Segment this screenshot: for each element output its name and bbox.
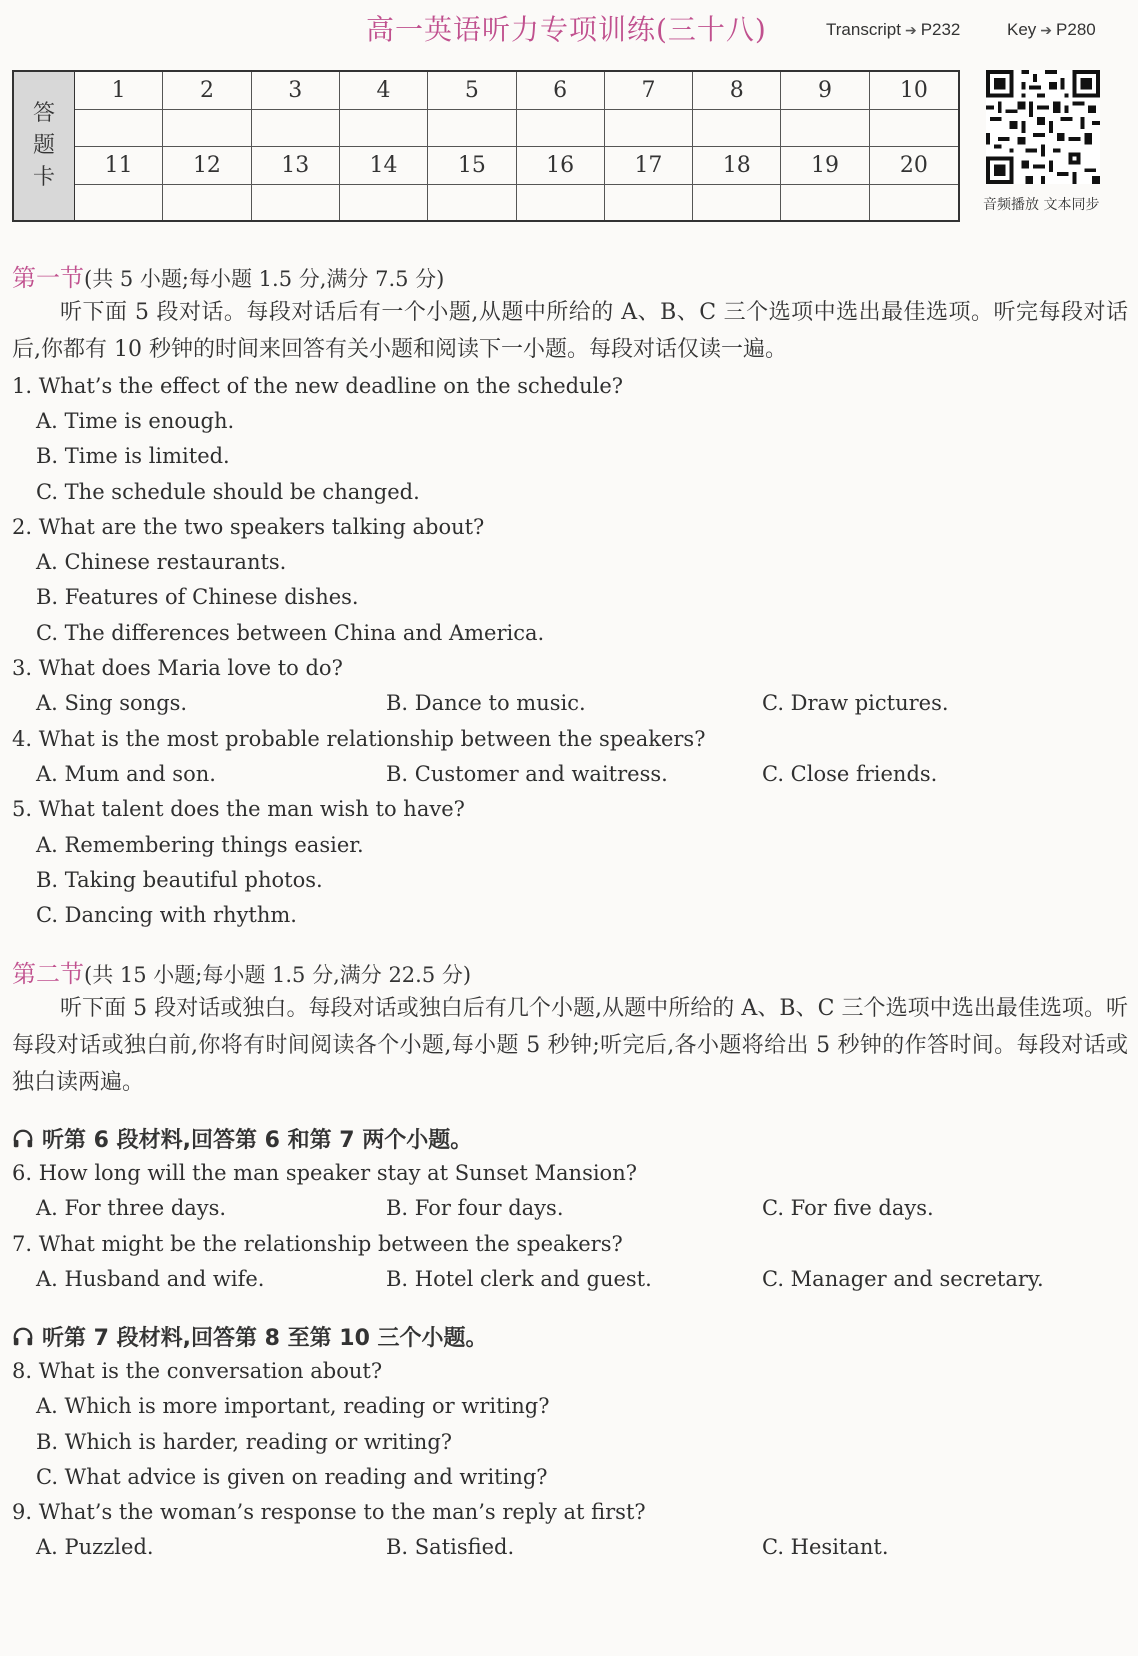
answer-box[interactable] bbox=[75, 185, 163, 220]
answer-box[interactable] bbox=[163, 110, 251, 147]
answer-box[interactable] bbox=[428, 110, 516, 147]
option-6a[interactable]: A. For three days. bbox=[36, 1196, 227, 1220]
answer-box[interactable] bbox=[605, 185, 693, 220]
answer-box[interactable] bbox=[517, 185, 605, 220]
card-number: 13 bbox=[252, 147, 340, 185]
answer-box[interactable] bbox=[428, 185, 516, 220]
transcript-label: Transcript bbox=[826, 20, 901, 39]
question-4: 4. What is the most probable relationship between the speakers? bbox=[12, 727, 706, 751]
option-3c[interactable]: C. Draw pictures. bbox=[762, 691, 949, 715]
answer-box[interactable] bbox=[605, 110, 693, 147]
material-7-header bbox=[12, 1321, 488, 1352]
section2-title: 第二节 bbox=[12, 960, 84, 988]
option-5c[interactable]: C. Dancing with rhythm. bbox=[36, 903, 297, 927]
answer-box[interactable] bbox=[252, 185, 340, 220]
answer-card-label bbox=[14, 72, 75, 220]
answer-box[interactable] bbox=[75, 110, 163, 147]
card-number: 11 bbox=[75, 147, 163, 185]
material-6-header bbox=[12, 1123, 472, 1154]
arrow-right-icon: ➔ bbox=[904, 22, 917, 38]
question-5: 5. What talent does the man wish to have? bbox=[12, 797, 465, 821]
section2-info: (共 15 小题;每小题 1.5 分,满分 22.5 分) bbox=[84, 963, 472, 987]
answer-grid bbox=[75, 72, 958, 220]
answer-box[interactable] bbox=[781, 185, 869, 220]
answer-box[interactable] bbox=[870, 110, 958, 147]
key-ref bbox=[1007, 20, 1096, 40]
card-number: 15 bbox=[428, 147, 516, 185]
card-number: 5 bbox=[428, 72, 516, 110]
card-label-char: 题 bbox=[32, 133, 55, 158]
answer-box[interactable] bbox=[163, 185, 251, 220]
option-4a[interactable]: A. Mum and son. bbox=[36, 762, 216, 786]
question-1: 1. What’s the effect of the new deadline on the schedule? bbox=[12, 374, 624, 398]
option-9b[interactable]: B. Satisfied. bbox=[386, 1535, 515, 1559]
answer-box[interactable] bbox=[517, 110, 605, 147]
card-number: 1 bbox=[75, 72, 163, 110]
option-2c[interactable]: C. The differences between China and America. bbox=[36, 621, 545, 645]
card-number: 7 bbox=[605, 72, 693, 110]
option-7a[interactable]: A. Husband and wife. bbox=[36, 1267, 265, 1291]
card-number: 14 bbox=[340, 147, 428, 185]
card-number: 3 bbox=[252, 72, 340, 110]
section1-instructions: 听下面 5 段对话。每段对话后有一个小题,从题中所给的 A、B、C 三个选项中选出最佳选项。听完每段对话后,你都有 10 秒钟的时间来回答有关小题和阅读下一小题。每段对话仅读一遍。 bbox=[12, 300, 1128, 362]
section2-heading bbox=[12, 954, 471, 989]
question-2: 2. What are the two speakers talking about? bbox=[12, 515, 485, 539]
option-3a[interactable]: A. Sing songs. bbox=[36, 691, 188, 715]
material-7-text: 听第 7 段材料,回答第 8 至第 10 三个小题。 bbox=[42, 1326, 488, 1351]
transcript-ref bbox=[826, 20, 960, 40]
option-5a[interactable]: A. Remembering things easier. bbox=[36, 833, 364, 857]
answer-box[interactable] bbox=[252, 110, 340, 147]
card-number: 10 bbox=[870, 72, 958, 110]
card-number: 2 bbox=[163, 72, 251, 110]
option-3b[interactable]: B. Dance to music. bbox=[386, 691, 586, 715]
card-label-char: 答 bbox=[32, 101, 55, 126]
option-7c[interactable]: C. Manager and secretary. bbox=[762, 1267, 1044, 1291]
card-number: 16 bbox=[517, 147, 605, 185]
question-3: 3. What does Maria love to do? bbox=[12, 656, 343, 680]
option-7b[interactable]: B. Hotel clerk and guest. bbox=[386, 1267, 652, 1291]
section2-instructions: 听下面 5 段对话或独白。每段对话或独白后有几个小题,从题中所给的 A、B、C 三个选项中选出最佳选项。听每段对话或独白前,你将有时间阅读各个小题,每小题 5 秒钟;听完后,各小题将给出 5 秒钟的作答时间。每段对话或独白读两遍。 bbox=[12, 996, 1128, 1095]
card-number: 17 bbox=[605, 147, 693, 185]
option-6b[interactable]: B. For four days. bbox=[386, 1196, 564, 1220]
option-9c[interactable]: C. Hesitant. bbox=[762, 1535, 889, 1559]
answer-box[interactable] bbox=[870, 185, 958, 220]
headphones-icon bbox=[12, 1128, 34, 1150]
question-6: 6. How long will the man speaker stay at Sunset Mansion? bbox=[12, 1161, 637, 1185]
answer-box[interactable] bbox=[781, 110, 869, 147]
option-1c[interactable]: C. The schedule should be changed. bbox=[36, 480, 420, 504]
option-2a[interactable]: A. Chinese restaurants. bbox=[36, 550, 287, 574]
card-number: 18 bbox=[693, 147, 781, 185]
question-7: 7. What might be the relationship between the speakers? bbox=[12, 1232, 623, 1256]
option-8c[interactable]: C. What advice is given on reading and writing? bbox=[36, 1465, 548, 1489]
qr-caption: 音频播放 文本同步 bbox=[983, 197, 1100, 213]
qr-code-icon[interactable] bbox=[986, 70, 1100, 184]
option-1b[interactable]: B. Time is limited. bbox=[36, 444, 230, 468]
option-4b[interactable]: B. Customer and waitress. bbox=[386, 762, 668, 786]
question-8: 8. What is the conversation about? bbox=[12, 1359, 383, 1383]
option-2b[interactable]: B. Features of Chinese dishes. bbox=[36, 585, 359, 609]
option-1a[interactable]: A. Time is enough. bbox=[36, 409, 235, 433]
card-number: 9 bbox=[781, 72, 869, 110]
card-number: 19 bbox=[781, 147, 869, 185]
arrow-right-icon: ➔ bbox=[1040, 22, 1053, 38]
section1-title: 第一节 bbox=[12, 264, 84, 292]
question-9: 9. What’s the woman’s response to the man’s reply at first? bbox=[12, 1500, 646, 1524]
option-4c[interactable]: C. Close friends. bbox=[762, 762, 938, 786]
card-number: 6 bbox=[517, 72, 605, 110]
key-label: Key bbox=[1007, 20, 1037, 39]
headphones-icon bbox=[12, 1326, 34, 1348]
page-title: 高一英语听力专项训练(三十八) bbox=[366, 13, 767, 46]
card-number: 4 bbox=[340, 72, 428, 110]
transcript-page: P232 bbox=[920, 20, 961, 39]
option-8b[interactable]: B. Which is harder, reading or writing? bbox=[36, 1430, 453, 1454]
option-6c[interactable]: C. For five days. bbox=[762, 1196, 934, 1220]
section1-heading bbox=[12, 258, 444, 293]
key-page: P280 bbox=[1056, 20, 1096, 39]
option-5b[interactable]: B. Taking beautiful photos. bbox=[36, 868, 323, 892]
card-label-char: 卡 bbox=[32, 165, 55, 190]
answer-box[interactable] bbox=[340, 185, 428, 220]
answer-box[interactable] bbox=[340, 110, 428, 147]
answer-box[interactable] bbox=[693, 110, 781, 147]
answer-box[interactable] bbox=[693, 185, 781, 220]
material-6-text: 听第 6 段材料,回答第 6 和第 7 两个小题。 bbox=[42, 1128, 473, 1153]
option-8a[interactable]: A. Which is more important, reading or writing? bbox=[36, 1394, 550, 1418]
answer-card bbox=[12, 70, 960, 222]
card-number: 8 bbox=[693, 72, 781, 110]
section1-info: (共 5 小题;每小题 1.5 分,满分 7.5 分) bbox=[84, 267, 445, 291]
option-9a[interactable]: A. Puzzled. bbox=[36, 1535, 154, 1559]
card-number: 20 bbox=[870, 147, 958, 185]
card-number: 12 bbox=[163, 147, 251, 185]
